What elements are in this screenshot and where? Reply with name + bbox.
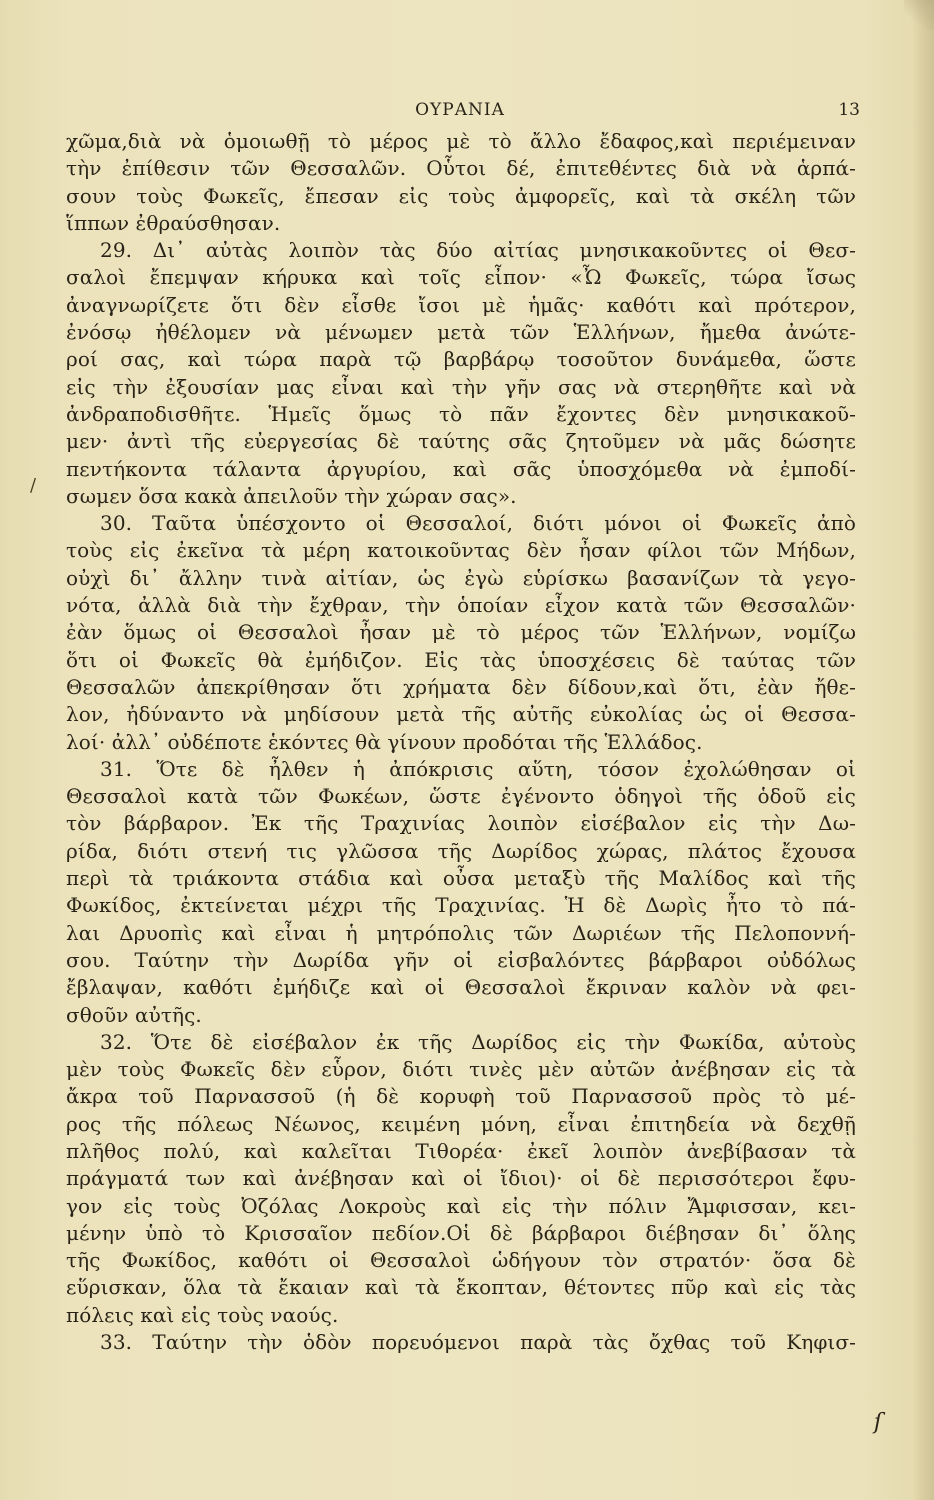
text-line: πράγματά των καὶ ἀνέβησαν καὶ οἱ ἴδιοι)· οἱ δὲ περισσότεροι ἔφυ- (66, 1166, 856, 1191)
text-line: ἔβλαψαν, καθότι ἐμήδιζε καὶ οἱ Θεσσαλοὶ ἔκριναν καλὸν νὰ φει- (66, 975, 856, 1000)
text-line: ρος τῆς πόλεως Νέωνος, κειμένη μόνη, εἶναι ἐπιτηδεία νὰ δεχθῇ (66, 1111, 856, 1136)
text-line: σωμεν ὅσα κακὰ ἀπειλοῦν τὴν χώραν σας». (66, 483, 517, 508)
text-line: Θεσσαλῶν ἀπεκρίθησαν ὅτι χρήματα δὲν δίδουν,καὶ ὅτι, ἐὰν ἤθε- (66, 674, 856, 699)
text-line: μεν· ἀντὶ τῆς εὐεργεσίας δὲ ταύτης σᾶς ζητοῦμεν νὰ μᾶς δώσητε (66, 429, 856, 454)
text-line: οὐχὶ δι᾽ ἄλλην τινὰ αἰτίαν, ὡς ἐγὼ εὑρίσκω βασανίζων τὰ γεγο- (66, 565, 856, 590)
text-line: ρίδα, διότι στενή τις γλῶσσα τῆς Δωρίδος χώρας, πλάτος ἔχουσα (66, 838, 856, 863)
text-line: εὕρισκαν, ὅλα τὰ ἔκαιαν καὶ τὰ ἔκοπταν, θέτοντες πῦρ καὶ εἰς τὰς (66, 1275, 856, 1300)
text-line: ἐνόσῳ ἠθέλομεν νὰ μένωμεν μετὰ τῶν Ἑλλήνων, ἤμεθα ἀνώτε- (66, 320, 856, 345)
text-line: λαι Δρυοπὶς καὶ εἶναι ἡ μητρόπολις τῶν Δωριέων τῆς Πελοποννή- (66, 920, 856, 945)
text-line: ροί σας, καὶ τώρα παρὰ τῷ βαρβάρῳ τοσοῦτον δυνάμεθα, ὥστε (66, 347, 856, 372)
page-edge-shadow (912, 0, 934, 1500)
paragraph-29-start: 29. Δι᾽ αὐτὰς λοιπὸν τὰς δύο αἰτίας μνησικακοῦντες οἱ Θεσ- (100, 238, 856, 263)
text-line: τὴν ἐπίθεσιν τῶν Θεσσαλῶν. Οὗτοι δέ, ἐπιτεθέντες διὰ νὰ ἁρπά- (66, 156, 856, 181)
text-line: ἀνδραποδισθῆτε. Ἡμεῖς ὅμως τὸ πᾶν ἔχοντες δὲν μνησικακοῦ- (66, 401, 856, 426)
text-line: χῶμα,διὰ νὰ ὁμοιωθῇ τὸ μέρος μὲ τὸ ἄλλο ἔδαφος,καὶ περιέμειναν (66, 129, 856, 153)
text-line: μὲν τοὺς Φωκεῖς δὲν εὗρον, διότι τινὲς μὲν αὐτῶν ἀνέβησαν εἰς τὰ (66, 1057, 856, 1082)
text-line: πόλεις καὶ εἰς τοὺς ναούς. (66, 1302, 339, 1327)
text-line: τοὺς εἰς ἐκεῖνα τὰ μέρη κατοικοῦντας δὲν ἦσαν φίλοι τῶν Μήδων, (66, 538, 856, 563)
text-line: πλῆθος πολύ, καὶ καλεῖται Τιθορέα· ἐκεῖ λοιπὸν ἀνεβίβασαν τὰ (66, 1138, 856, 1163)
text-line: ὅτι οἱ Φωκεῖς θὰ ἐμήδιζον. Εἰς τὰς ὑποσχέσεις δὲ ταύτας τῶν (66, 647, 856, 672)
page-header (60, 100, 860, 130)
text-line: τῆς Φωκίδος, καθότι οἱ Θεσσαλοὶ ὡδήγουν τὸν στρατόν· ὅσα δὲ (66, 1248, 856, 1273)
text-line: ἵππων ἐθραύσθησαν. (66, 210, 281, 235)
text-line: λον, ἠδύναντο νὰ μηδίσουν μετὰ τῆς αὐτῆς εὐκολίας ὡς οἱ Θεσσα- (66, 702, 856, 727)
text-line: Φωκίδος, ἐκτείνεται μέχρι τῆς Τραχινίας. Ἡ δὲ Δωρὶς ἦτο τὸ πά- (66, 893, 856, 918)
paragraph-33-start: 33. Ταύτην τὴν ὁδὸν πορευόμενοι παρὰ τὰς ὄχθας τοῦ Κηφισ- (100, 1330, 856, 1355)
text-line: ἀναγνωρίζετε ὅτι δὲν εἶσθε ἴσοι μὲ ἡμᾶς· καθότι καὶ πρότερον, (66, 292, 856, 317)
text-line: νότα, ἀλλὰ διὰ τὴν ἔχθραν, τὴν ὁποίαν εἶχον κατὰ τῶν Θεσσαλῶν· (66, 593, 856, 618)
ink-mark: ſ (873, 1410, 882, 1435)
text-line: ἐὰν ὅμως οἱ Θεσσαλοὶ ἦσαν μὲ τὸ μέρος τῶν Ἑλλήνων, νομίζω (66, 620, 856, 645)
margin-pencil-mark: / (30, 475, 37, 496)
paragraph-32-start: 32. Ὅτε δὲ εἰσέβαλον ἐκ τῆς Δωρίδος εἰς τὴν Φωκίδα, αὐτοὺς (100, 1029, 856, 1054)
text-line: ἄκρα τοῦ Παρνασσοῦ (ἡ δὲ κορυφὴ τοῦ Παρνασσοῦ πρὸς τὸ μέ- (66, 1084, 856, 1109)
text-line: περὶ τὰ τριάκοντα στάδια καὶ οὖσα μεταξὺ τῆς Μαλίδος καὶ τῆς (66, 866, 856, 891)
text-line: πεντήκοντα τάλαντα ἀργυρίου, καὶ σᾶς ὑποσχόμεθα νὰ ἐμποδί- (66, 456, 856, 481)
body-text (66, 128, 856, 1356)
text-line: μένην ὑπὸ τὸ Κρισσαῖον πεδίον.Οἱ δὲ βάρβαροι διέβησαν δι᾽ ὅλης (66, 1220, 856, 1245)
text-line: λοί· ἀλλ᾽ οὐδέποτε ἑκόντες θὰ γίνουν προδόται τῆς Ἑλλάδος. (66, 729, 703, 754)
text-line: σου. Ταύτην τὴν Δωρίδα γῆν οἱ εἰσβαλόντες βάρβαροι οὐδόλως (66, 947, 856, 972)
running-title: ΟΥΡΑΝΙΑ (415, 100, 505, 120)
paragraph-31-start: 31. Ὅτε δὲ ἦλθεν ἡ ἀπόκρισις αὕτη, τόσον ἐχολώθησαν οἱ (100, 756, 856, 781)
text-line: σθοῦν αὐτῆς. (66, 1002, 202, 1027)
text-line: τὸν βάρβαρον. Ἐκ τῆς Τραχινίας λοιπὸν εἰσέβαλον εἰς τὴν Δω- (66, 811, 856, 836)
page-number: 13 (838, 100, 860, 120)
text-line: εἰς τὴν ἐξουσίαν μας εἶναι καὶ τὴν γῆν σας νὰ στερηθῆτε καὶ νὰ (66, 374, 856, 399)
page-corner (904, 0, 934, 30)
paragraph-30-start: 30. Ταῦτα ὑπέσχοντο οἱ Θεσσαλοί, διότι μόνοι οἱ Φωκεῖς ἀπὸ (100, 511, 856, 536)
text-line: σαλοὶ ἔπεμψαν κήρυκα καὶ τοῖς εἶπον· «Ὦ Φωκεῖς, τώρα ἴσως (66, 265, 856, 290)
text-line: γον εἰς τοὺς Ὀζόλας Λοκροὺς καὶ εἰς τὴν πόλιν Ἄμφισσαν, κει- (66, 1193, 856, 1218)
text-line: σουν τοὺς Φωκεῖς, ἔπεσαν εἰς τοὺς ἀμφορεῖς, καὶ τὰ σκέλη τῶν (66, 183, 856, 208)
text-line: Θεσσαλοὶ κατὰ τῶν Φωκέων, ὥστε ἐγένοντο ὁδηγοὶ τῆς ὁδοῦ εἰς (66, 784, 856, 809)
